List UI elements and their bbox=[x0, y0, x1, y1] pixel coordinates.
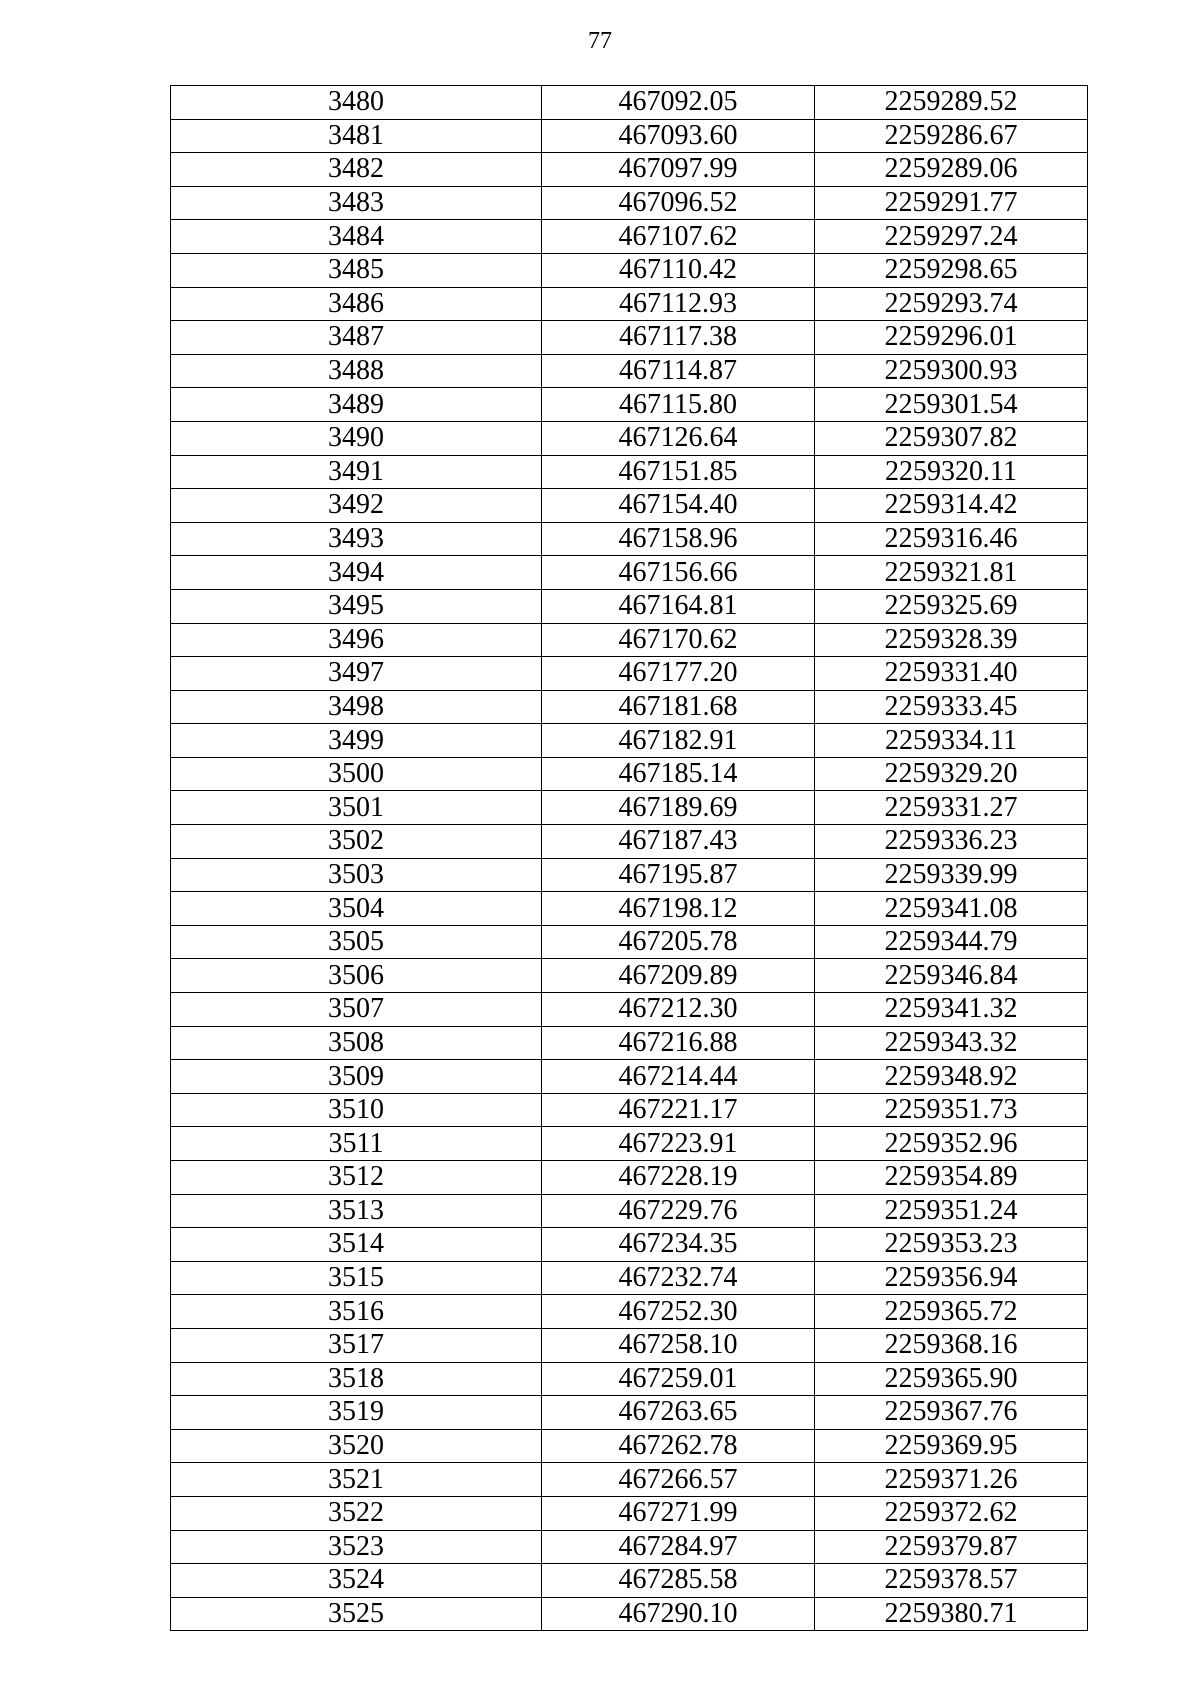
table-row bbox=[171, 858, 1088, 892]
y-coordinate-cell: 2259353.23 bbox=[815, 1228, 1088, 1262]
table-row bbox=[171, 522, 1088, 556]
x-coordinate-cell: 467170.62 bbox=[542, 623, 815, 657]
x-coordinate-cell: 467154.40 bbox=[542, 489, 815, 523]
point-number-cell: 3483 bbox=[171, 186, 542, 220]
table-row bbox=[171, 1396, 1088, 1430]
y-coordinate-cell: 2259336.23 bbox=[815, 825, 1088, 859]
x-coordinate-cell: 467096.52 bbox=[542, 186, 815, 220]
point-number-cell: 3522 bbox=[171, 1496, 542, 1530]
y-coordinate-cell: 2259286.67 bbox=[815, 119, 1088, 153]
table-row bbox=[171, 892, 1088, 926]
y-coordinate-cell: 2259352.96 bbox=[815, 1127, 1088, 1161]
table-row bbox=[171, 1093, 1088, 1127]
y-coordinate-cell: 2259300.93 bbox=[815, 354, 1088, 388]
point-number-cell: 3505 bbox=[171, 925, 542, 959]
y-coordinate-cell: 2259289.52 bbox=[815, 86, 1088, 120]
y-coordinate-cell: 2259291.77 bbox=[815, 186, 1088, 220]
table-row bbox=[171, 589, 1088, 623]
y-coordinate-cell: 2259298.65 bbox=[815, 253, 1088, 287]
coordinates-table bbox=[170, 85, 1088, 1631]
table-row bbox=[171, 1161, 1088, 1195]
y-coordinate-cell: 2259331.27 bbox=[815, 791, 1088, 825]
table-row bbox=[171, 925, 1088, 959]
x-coordinate-cell: 467182.91 bbox=[542, 724, 815, 758]
table-row bbox=[171, 388, 1088, 422]
x-coordinate-cell: 467284.97 bbox=[542, 1530, 815, 1564]
point-number-cell: 3487 bbox=[171, 321, 542, 355]
point-number-cell: 3486 bbox=[171, 287, 542, 321]
x-coordinate-cell: 467156.66 bbox=[542, 556, 815, 590]
point-number-cell: 3516 bbox=[171, 1295, 542, 1329]
y-coordinate-cell: 2259320.11 bbox=[815, 455, 1088, 489]
point-number-cell: 3494 bbox=[171, 556, 542, 590]
y-coordinate-cell: 2259365.72 bbox=[815, 1295, 1088, 1329]
point-number-cell: 3512 bbox=[171, 1161, 542, 1195]
point-number-cell: 3507 bbox=[171, 993, 542, 1027]
table-row bbox=[171, 1026, 1088, 1060]
x-coordinate-cell: 467195.87 bbox=[542, 858, 815, 892]
table-row bbox=[171, 220, 1088, 254]
y-coordinate-cell: 2259307.82 bbox=[815, 421, 1088, 455]
table-row bbox=[171, 623, 1088, 657]
point-number-cell: 3498 bbox=[171, 690, 542, 724]
point-number-cell: 3513 bbox=[171, 1194, 542, 1228]
table-row bbox=[171, 1362, 1088, 1396]
table-row bbox=[171, 1463, 1088, 1497]
x-coordinate-cell: 467177.20 bbox=[542, 657, 815, 691]
point-number-cell: 3521 bbox=[171, 1463, 542, 1497]
table-row bbox=[171, 1597, 1088, 1631]
y-coordinate-cell: 2259371.26 bbox=[815, 1463, 1088, 1497]
x-coordinate-cell: 467107.62 bbox=[542, 220, 815, 254]
y-coordinate-cell: 2259293.74 bbox=[815, 287, 1088, 321]
point-number-cell: 3482 bbox=[171, 153, 542, 187]
table-row bbox=[171, 455, 1088, 489]
y-coordinate-cell: 2259329.20 bbox=[815, 757, 1088, 791]
table-row bbox=[171, 757, 1088, 791]
table-row bbox=[171, 1429, 1088, 1463]
x-coordinate-cell: 467259.01 bbox=[542, 1362, 815, 1396]
x-coordinate-cell: 467234.35 bbox=[542, 1228, 815, 1262]
point-number-cell: 3495 bbox=[171, 589, 542, 623]
y-coordinate-cell: 2259296.01 bbox=[815, 321, 1088, 355]
point-number-cell: 3510 bbox=[171, 1093, 542, 1127]
y-coordinate-cell: 2259316.46 bbox=[815, 522, 1088, 556]
x-coordinate-cell: 467112.93 bbox=[542, 287, 815, 321]
x-coordinate-cell: 467209.89 bbox=[542, 959, 815, 993]
x-coordinate-cell: 467114.87 bbox=[542, 354, 815, 388]
y-coordinate-cell: 2259368.16 bbox=[815, 1328, 1088, 1362]
x-coordinate-cell: 467212.30 bbox=[542, 993, 815, 1027]
point-number-cell: 3508 bbox=[171, 1026, 542, 1060]
table-row bbox=[171, 321, 1088, 355]
point-number-cell: 3484 bbox=[171, 220, 542, 254]
x-coordinate-cell: 467117.38 bbox=[542, 321, 815, 355]
table-row bbox=[171, 1564, 1088, 1598]
point-number-cell: 3493 bbox=[171, 522, 542, 556]
table-row bbox=[171, 1228, 1088, 1262]
table-row bbox=[171, 153, 1088, 187]
y-coordinate-cell: 2259344.79 bbox=[815, 925, 1088, 959]
y-coordinate-cell: 2259354.89 bbox=[815, 1161, 1088, 1195]
table-row bbox=[171, 354, 1088, 388]
y-coordinate-cell: 2259380.71 bbox=[815, 1597, 1088, 1631]
point-number-cell: 3509 bbox=[171, 1060, 542, 1094]
point-number-cell: 3519 bbox=[171, 1396, 542, 1430]
table-row bbox=[171, 1060, 1088, 1094]
y-coordinate-cell: 2259321.81 bbox=[815, 556, 1088, 590]
point-number-cell: 3520 bbox=[171, 1429, 542, 1463]
point-number-cell: 3501 bbox=[171, 791, 542, 825]
y-coordinate-cell: 2259341.32 bbox=[815, 993, 1088, 1027]
y-coordinate-cell: 2259333.45 bbox=[815, 690, 1088, 724]
x-coordinate-cell: 467097.99 bbox=[542, 153, 815, 187]
table-row bbox=[171, 1295, 1088, 1329]
y-coordinate-cell: 2259379.87 bbox=[815, 1530, 1088, 1564]
y-coordinate-cell: 2259378.57 bbox=[815, 1564, 1088, 1598]
y-coordinate-cell: 2259367.76 bbox=[815, 1396, 1088, 1430]
x-coordinate-cell: 467290.10 bbox=[542, 1597, 815, 1631]
point-number-cell: 3503 bbox=[171, 858, 542, 892]
x-coordinate-cell: 467198.12 bbox=[542, 892, 815, 926]
table-row bbox=[171, 421, 1088, 455]
y-coordinate-cell: 2259351.24 bbox=[815, 1194, 1088, 1228]
y-coordinate-cell: 2259334.11 bbox=[815, 724, 1088, 758]
point-number-cell: 3518 bbox=[171, 1362, 542, 1396]
point-number-cell: 3485 bbox=[171, 253, 542, 287]
x-coordinate-cell: 467187.43 bbox=[542, 825, 815, 859]
x-coordinate-cell: 467271.99 bbox=[542, 1496, 815, 1530]
y-coordinate-cell: 2259372.62 bbox=[815, 1496, 1088, 1530]
y-coordinate-cell: 2259289.06 bbox=[815, 153, 1088, 187]
x-coordinate-cell: 467189.69 bbox=[542, 791, 815, 825]
x-coordinate-cell: 467262.78 bbox=[542, 1429, 815, 1463]
y-coordinate-cell: 2259314.42 bbox=[815, 489, 1088, 523]
x-coordinate-cell: 467232.74 bbox=[542, 1261, 815, 1295]
y-coordinate-cell: 2259325.69 bbox=[815, 589, 1088, 623]
point-number-cell: 3514 bbox=[171, 1228, 542, 1262]
y-coordinate-cell: 2259341.08 bbox=[815, 892, 1088, 926]
y-coordinate-cell: 2259331.40 bbox=[815, 657, 1088, 691]
point-number-cell: 3492 bbox=[171, 489, 542, 523]
point-number-cell: 3504 bbox=[171, 892, 542, 926]
table-row bbox=[171, 791, 1088, 825]
point-number-cell: 3525 bbox=[171, 1597, 542, 1631]
x-coordinate-cell: 467115.80 bbox=[542, 388, 815, 422]
table-row bbox=[171, 186, 1088, 220]
y-coordinate-cell: 2259328.39 bbox=[815, 623, 1088, 657]
point-number-cell: 3523 bbox=[171, 1530, 542, 1564]
x-coordinate-cell: 467252.30 bbox=[542, 1295, 815, 1329]
x-coordinate-cell: 467126.64 bbox=[542, 421, 815, 455]
x-coordinate-cell: 467223.91 bbox=[542, 1127, 815, 1161]
x-coordinate-cell: 467092.05 bbox=[542, 86, 815, 120]
table-row bbox=[171, 1496, 1088, 1530]
y-coordinate-cell: 2259343.32 bbox=[815, 1026, 1088, 1060]
table-row bbox=[171, 287, 1088, 321]
table-row bbox=[171, 1194, 1088, 1228]
point-number-cell: 3517 bbox=[171, 1328, 542, 1362]
table-row bbox=[171, 489, 1088, 523]
y-coordinate-cell: 2259365.90 bbox=[815, 1362, 1088, 1396]
table-row bbox=[171, 119, 1088, 153]
x-coordinate-cell: 467110.42 bbox=[542, 253, 815, 287]
x-coordinate-cell: 467093.60 bbox=[542, 119, 815, 153]
point-number-cell: 3488 bbox=[171, 354, 542, 388]
page-number: 77 bbox=[588, 28, 612, 54]
point-number-cell: 3496 bbox=[171, 623, 542, 657]
x-coordinate-cell: 467181.68 bbox=[542, 690, 815, 724]
x-coordinate-cell: 467216.88 bbox=[542, 1026, 815, 1060]
point-number-cell: 3491 bbox=[171, 455, 542, 489]
y-coordinate-cell: 2259348.92 bbox=[815, 1060, 1088, 1094]
point-number-cell: 3511 bbox=[171, 1127, 542, 1161]
x-coordinate-cell: 467151.85 bbox=[542, 455, 815, 489]
table-row bbox=[171, 1261, 1088, 1295]
table-row bbox=[171, 1127, 1088, 1161]
x-coordinate-cell: 467205.78 bbox=[542, 925, 815, 959]
x-coordinate-cell: 467263.65 bbox=[542, 1396, 815, 1430]
y-coordinate-cell: 2259346.84 bbox=[815, 959, 1088, 993]
point-number-cell: 3481 bbox=[171, 119, 542, 153]
x-coordinate-cell: 467258.10 bbox=[542, 1328, 815, 1362]
point-number-cell: 3499 bbox=[171, 724, 542, 758]
y-coordinate-cell: 2259339.99 bbox=[815, 858, 1088, 892]
table-row bbox=[171, 1530, 1088, 1564]
point-number-cell: 3500 bbox=[171, 757, 542, 791]
table-row bbox=[171, 959, 1088, 993]
point-number-cell: 3524 bbox=[171, 1564, 542, 1598]
x-coordinate-cell: 467229.76 bbox=[542, 1194, 815, 1228]
table-row bbox=[171, 690, 1088, 724]
table-row bbox=[171, 86, 1088, 120]
point-number-cell: 3502 bbox=[171, 825, 542, 859]
x-coordinate-cell: 467266.57 bbox=[542, 1463, 815, 1497]
point-number-cell: 3506 bbox=[171, 959, 542, 993]
x-coordinate-cell: 467185.14 bbox=[542, 757, 815, 791]
x-coordinate-cell: 467214.44 bbox=[542, 1060, 815, 1094]
table-row bbox=[171, 993, 1088, 1027]
table-row bbox=[171, 1328, 1088, 1362]
coordinates-table-body bbox=[171, 86, 1088, 1631]
table-row bbox=[171, 556, 1088, 590]
y-coordinate-cell: 2259369.95 bbox=[815, 1429, 1088, 1463]
x-coordinate-cell: 467285.58 bbox=[542, 1564, 815, 1598]
table-row bbox=[171, 724, 1088, 758]
table-row bbox=[171, 253, 1088, 287]
x-coordinate-cell: 467158.96 bbox=[542, 522, 815, 556]
x-coordinate-cell: 467221.17 bbox=[542, 1093, 815, 1127]
table-row bbox=[171, 825, 1088, 859]
point-number-cell: 3480 bbox=[171, 86, 542, 120]
point-number-cell: 3515 bbox=[171, 1261, 542, 1295]
x-coordinate-cell: 467164.81 bbox=[542, 589, 815, 623]
point-number-cell: 3497 bbox=[171, 657, 542, 691]
y-coordinate-cell: 2259297.24 bbox=[815, 220, 1088, 254]
y-coordinate-cell: 2259351.73 bbox=[815, 1093, 1088, 1127]
point-number-cell: 3489 bbox=[171, 388, 542, 422]
y-coordinate-cell: 2259301.54 bbox=[815, 388, 1088, 422]
y-coordinate-cell: 2259356.94 bbox=[815, 1261, 1088, 1295]
point-number-cell: 3490 bbox=[171, 421, 542, 455]
table-row bbox=[171, 657, 1088, 691]
x-coordinate-cell: 467228.19 bbox=[542, 1161, 815, 1195]
